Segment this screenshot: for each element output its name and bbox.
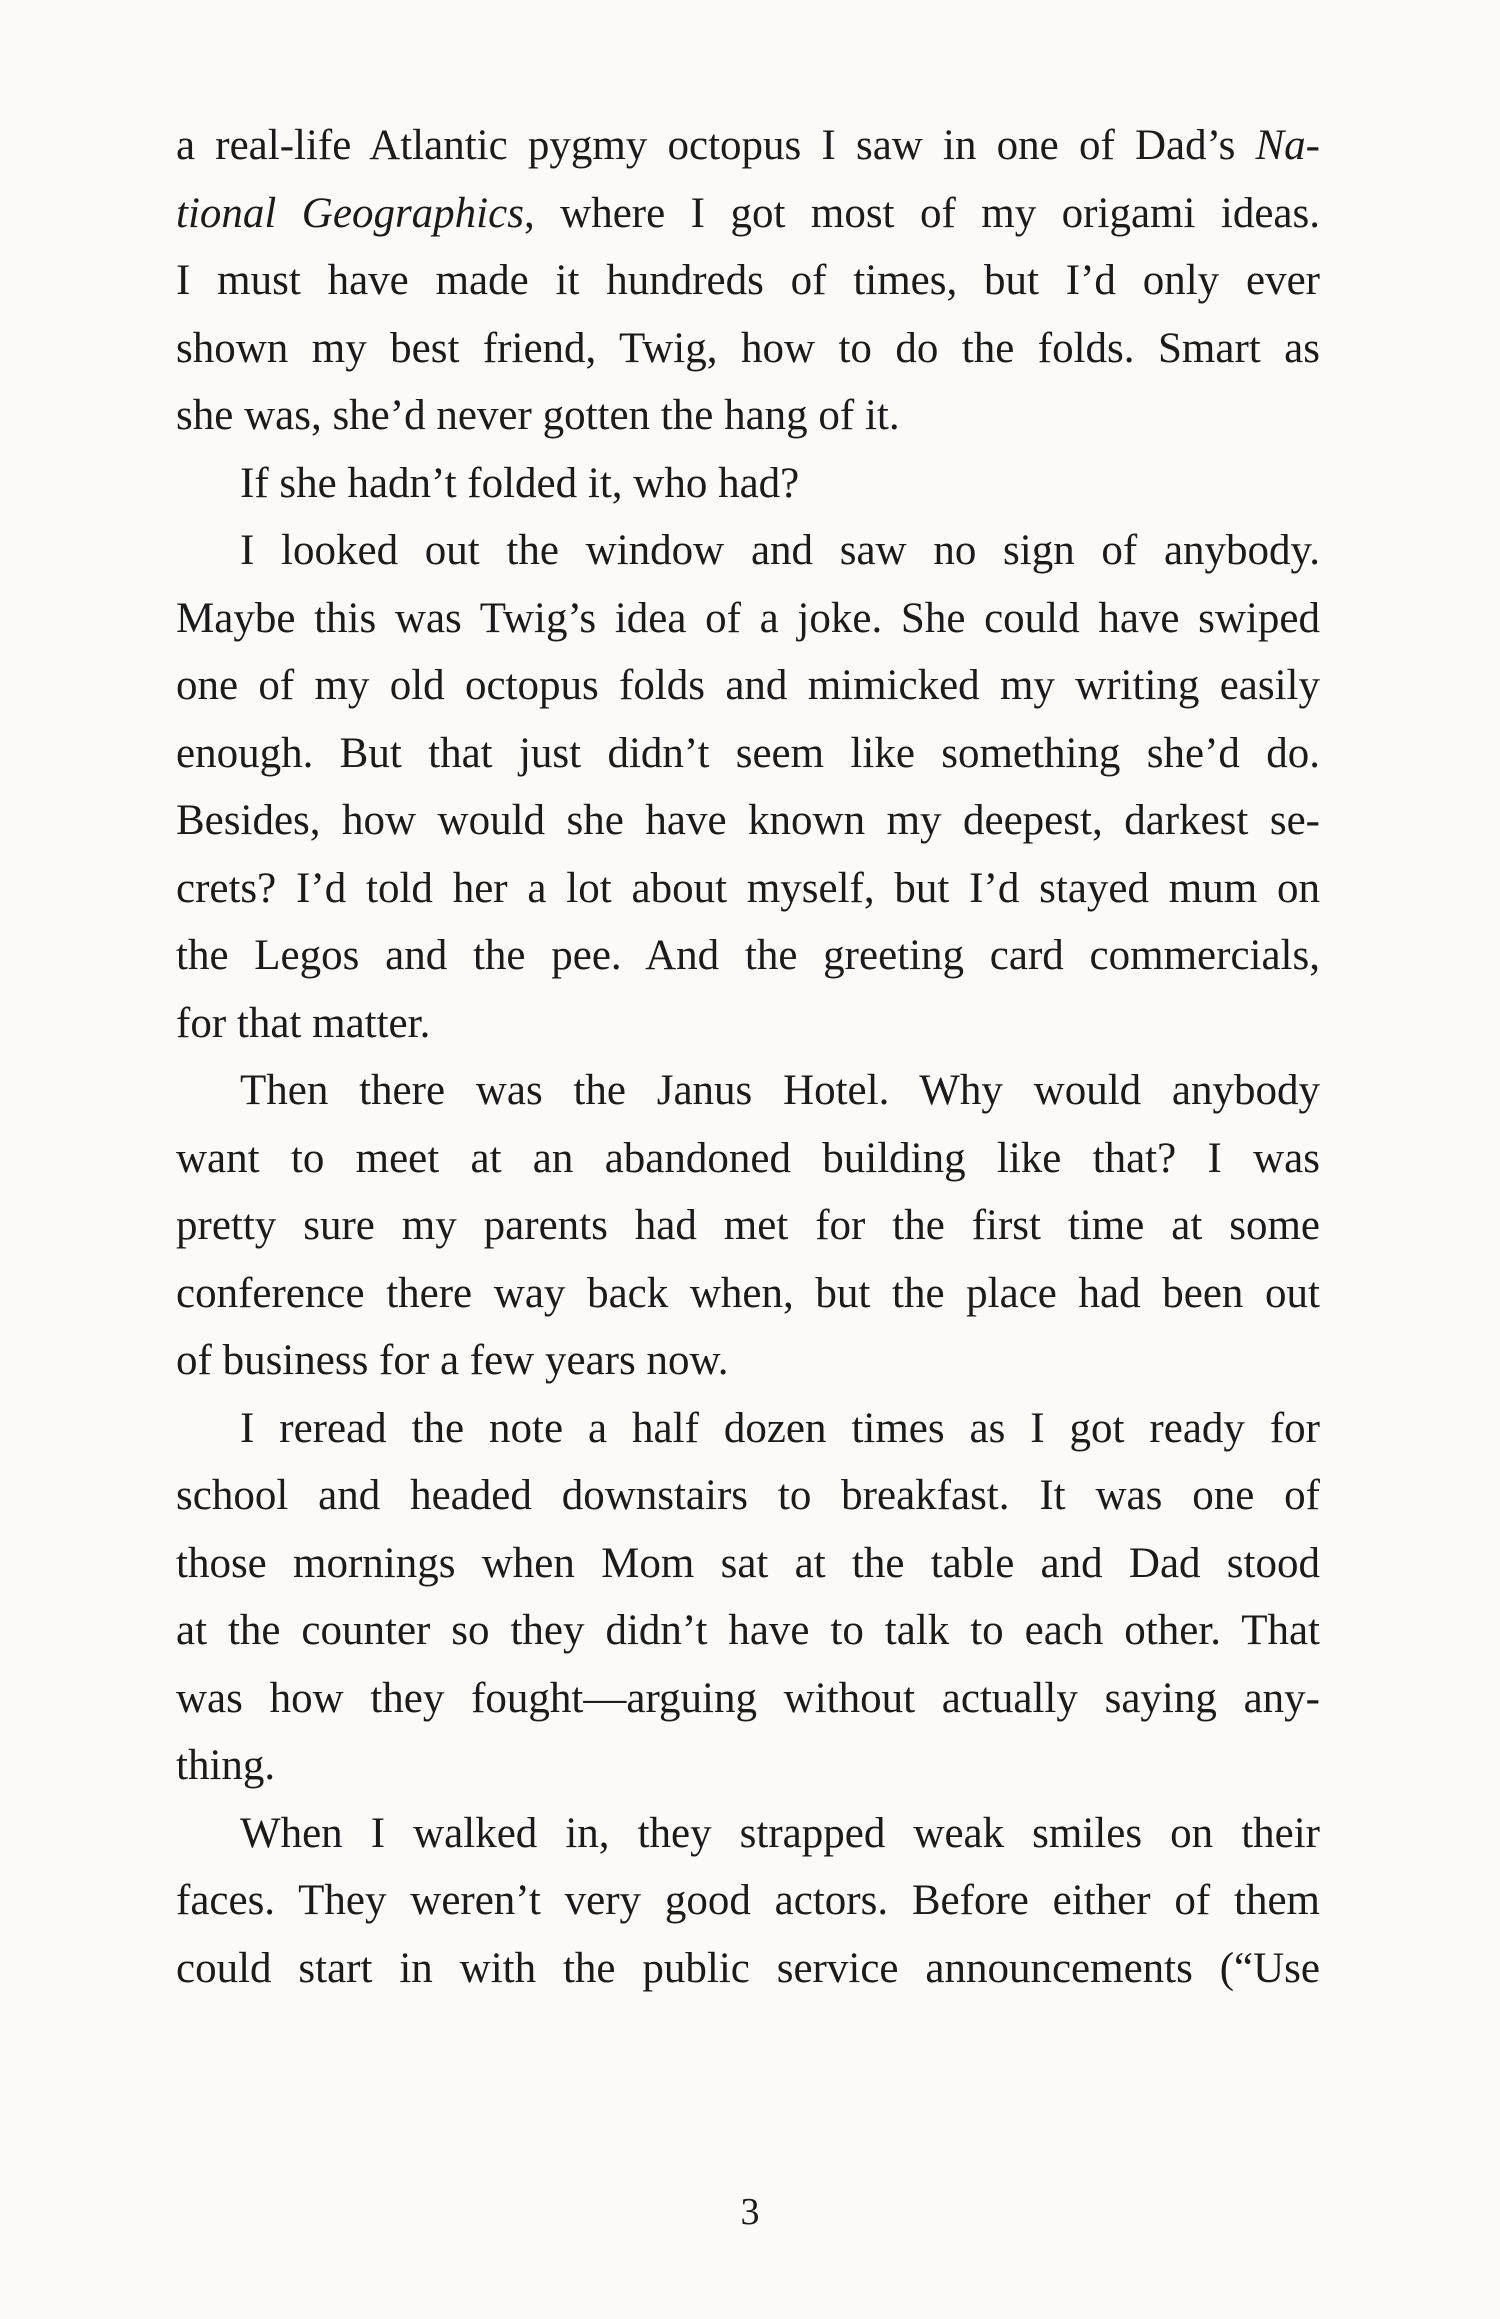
text-line: enough. But that just didn’t seem like something she’d do. xyxy=(176,729,1320,777)
text-line: If she hadn’t folded it, who had? xyxy=(240,459,800,507)
text-line: conference there way back when, but the place had been out xyxy=(176,1269,1320,1317)
text-line: crets? I’d told her a lot about myself, but I’d stayed mum on xyxy=(176,864,1320,912)
text-line: I looked out the window and saw no sign of anybody. xyxy=(240,527,1320,574)
text-line: faces. They weren’t very good actors. Before either of them xyxy=(176,1877,1320,1924)
text-line: for that matter. xyxy=(176,999,431,1047)
text-line: Maybe this was Twig’s idea of a joke. She could have swiped xyxy=(176,594,1320,642)
text-line: pretty sure my parents had met for the first time at some xyxy=(176,1202,1320,1249)
text-line: of business for a few years now. xyxy=(176,1337,729,1384)
text-line: want to meet at an abandoned building like that? I was xyxy=(176,1134,1320,1182)
text-line: school and headed downstairs to breakfast. It was one of xyxy=(176,1472,1320,1519)
text-line: a real-life Atlantic pygmy octopus I saw in one of Dad’s Na- xyxy=(176,122,1320,169)
text-line: the Legos and the pee. And the greeting card commercials, xyxy=(176,932,1320,979)
text-line: could start in with the public service announcements (“Use xyxy=(176,1944,1320,1992)
text-line: tional Geographics, where I got most of my origami ideas. xyxy=(176,189,1320,237)
text-line: Then there was the Janus Hotel. Why would anybody xyxy=(240,1067,1320,1114)
text-line: shown my best friend, Twig, how to do the folds. Smart as xyxy=(176,324,1320,372)
text-line: I reread the note a half dozen times as I got ready for xyxy=(240,1404,1320,1452)
text-line: Besides, how would she have known my deepest, darkest se- xyxy=(176,797,1320,844)
page-number: 3 xyxy=(740,2191,760,2233)
text-line: those mornings when Mom sat at the table and Dad stood xyxy=(176,1539,1320,1587)
text-line: one of my old octopus folds and mimicked my writing easily xyxy=(176,662,1320,709)
body-text xyxy=(176,112,1320,2002)
text-line: was how they fought—arguing without actually saying any- xyxy=(176,1674,1320,1722)
text-line: I must have made it hundreds of times, but I’d only ever xyxy=(176,257,1320,304)
text-line: When I walked in, they strapped weak smiles on their xyxy=(240,1809,1320,1857)
text-line: she was, she’d never gotten the hang of it. xyxy=(176,392,900,439)
text-line: at the counter so they didn’t have to talk to each other. That xyxy=(176,1607,1320,1654)
text-line: thing. xyxy=(176,1742,276,1789)
